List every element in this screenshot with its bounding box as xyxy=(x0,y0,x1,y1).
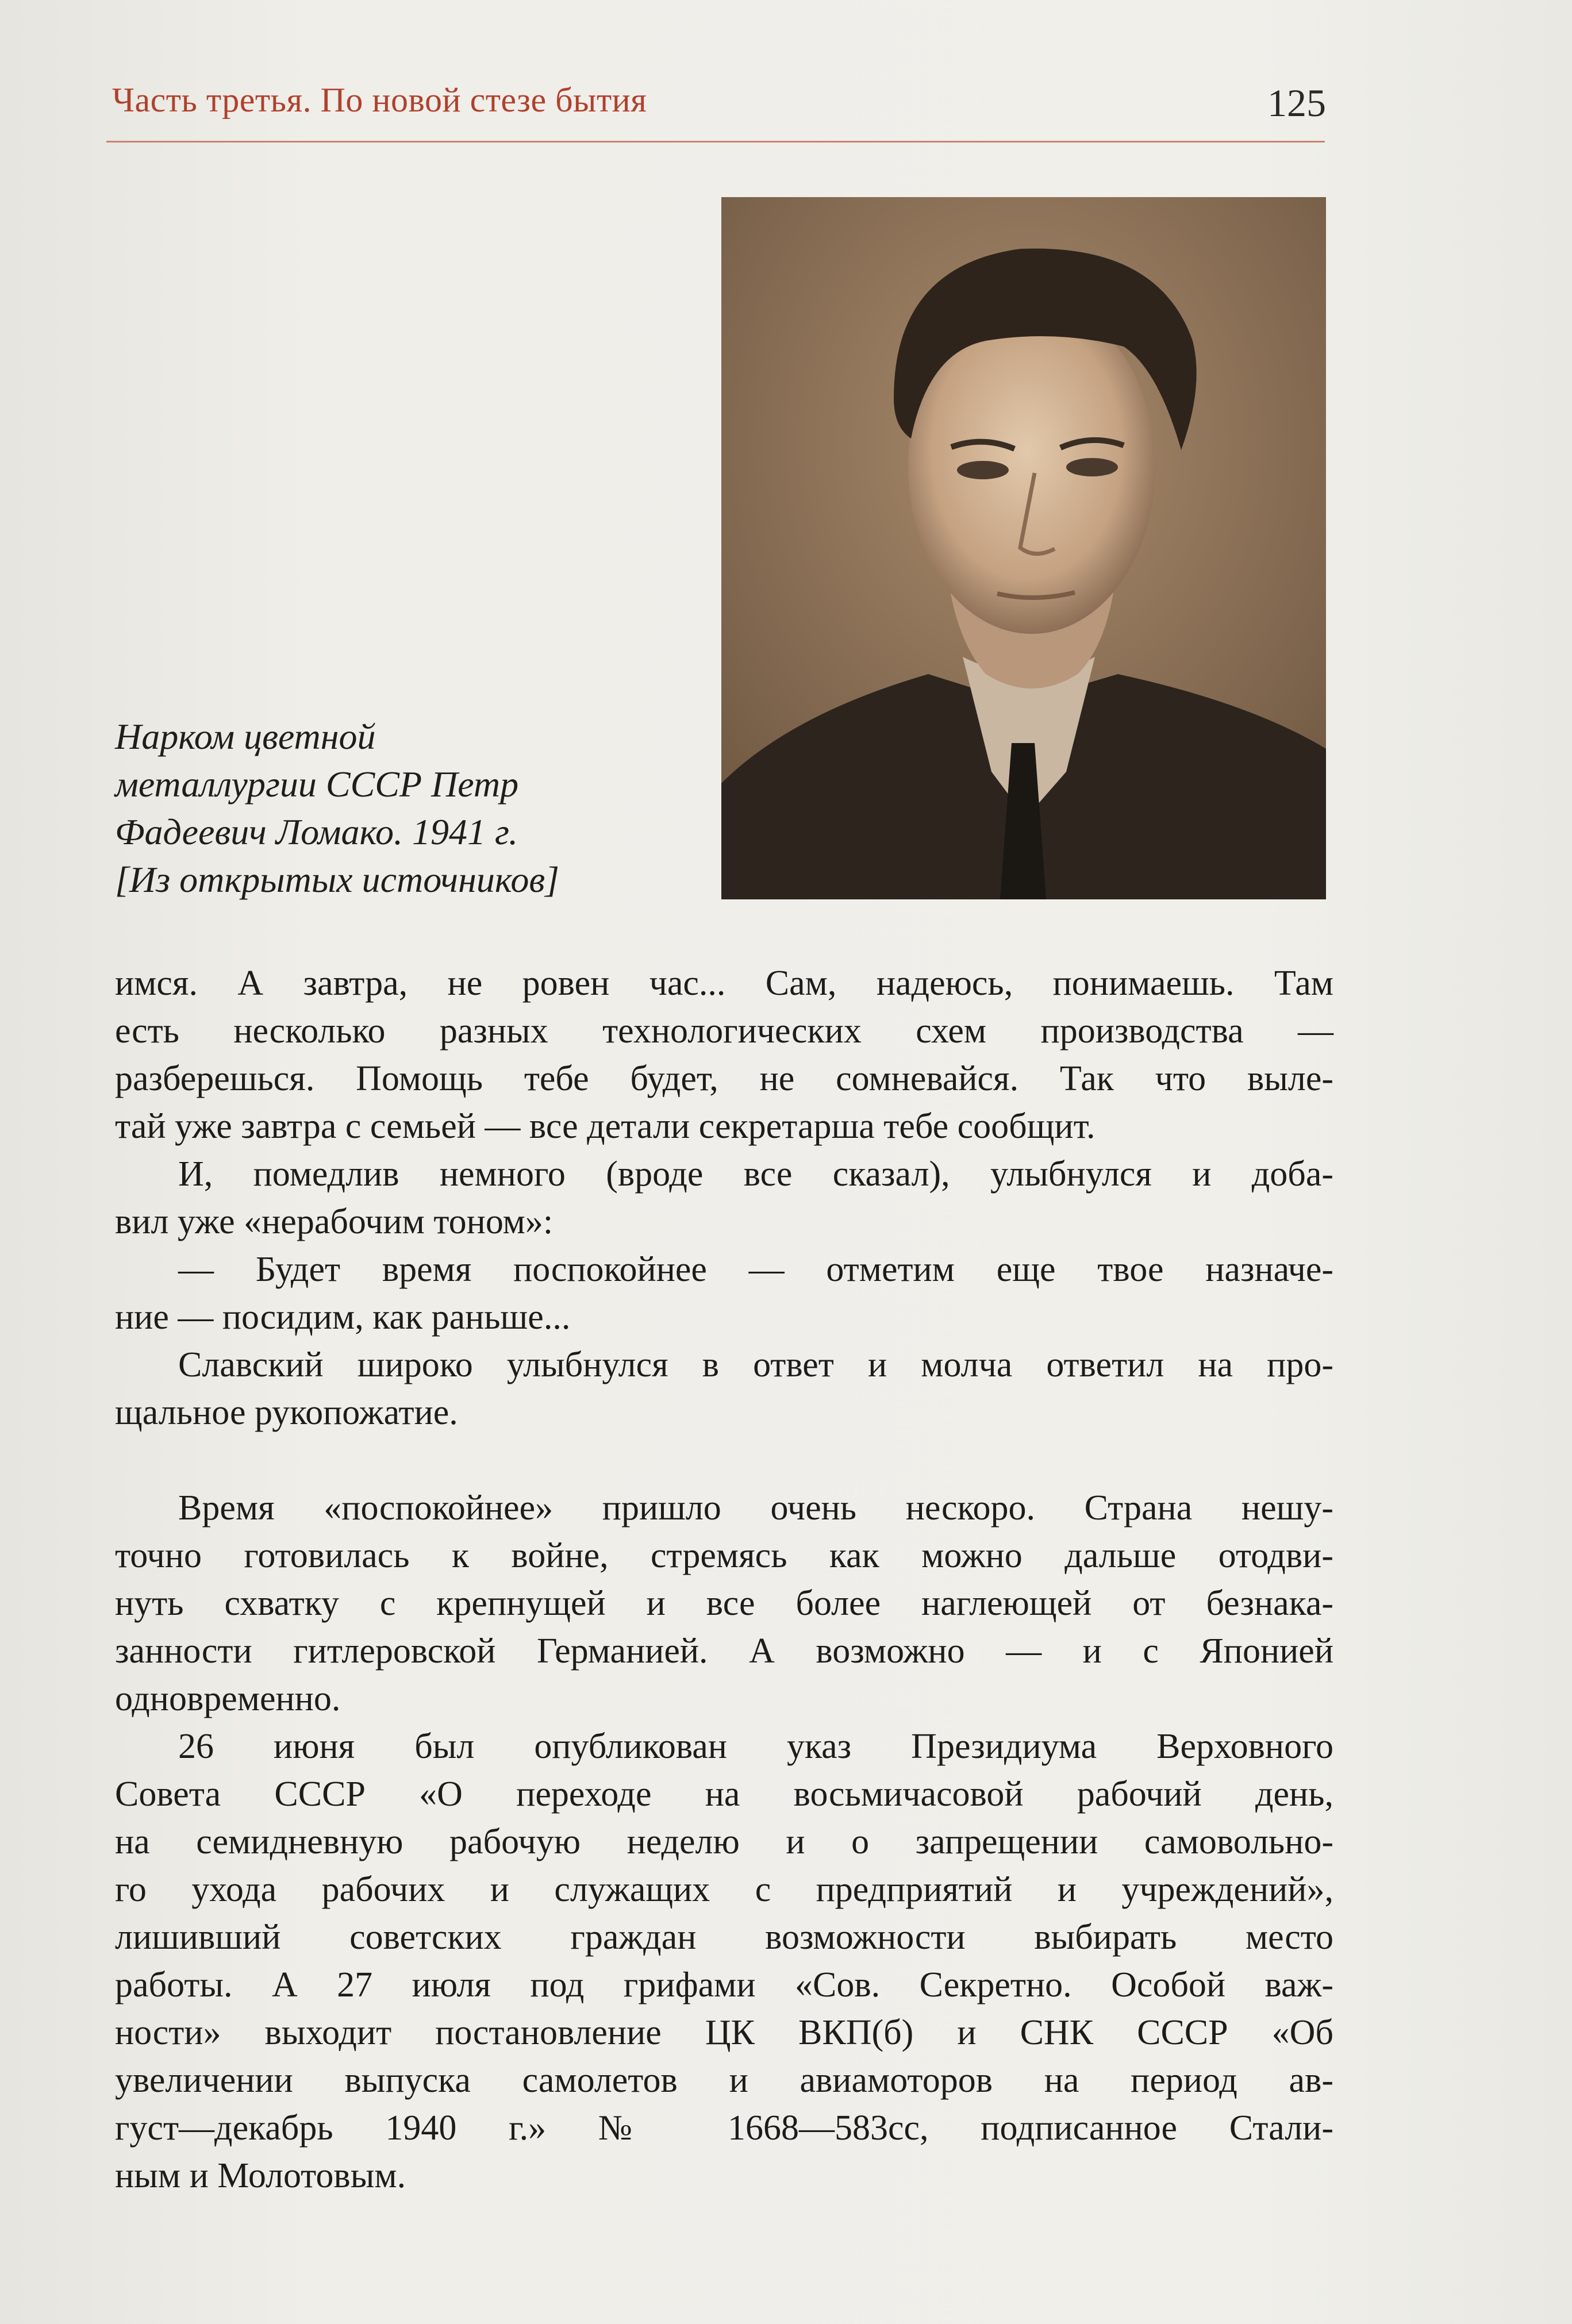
text-line: тай уже завтра с семьей — все детали секретарша тебе сообщит. xyxy=(115,1107,1096,1146)
text-line: на семидневную рабочую неделю и о запрещении самовольно- xyxy=(115,1822,1333,1861)
text-line: точно готовилась к войне, стремясь как можно дальше отодви- xyxy=(115,1536,1333,1575)
text-line: Время «поспокойнее» пришло очень нескоро. Страна нешу- xyxy=(178,1488,1333,1527)
text-line: 26 июня был опубликован указ Президиума Верховного xyxy=(178,1727,1333,1766)
caption-line: Фадеевич Ломако. 1941 г. xyxy=(115,811,518,852)
text-line: густ—декабрь 1940 г.» № 1668—583сс, подписанное Стали- xyxy=(115,2108,1333,2148)
text-line: — Будет время поспокойнее — отметим еще твое назначе- xyxy=(178,1250,1333,1289)
text-line: ности» выходит постановление ЦК ВКП(б) и СНК СССР «Об xyxy=(115,2013,1333,2052)
text-line: занности гитлеровской Германией. А возможно — и с Японией xyxy=(115,1632,1333,1671)
text-line: имся. А завтра, не ровен час... Сам, надеюсь, понимаешь. Там xyxy=(115,964,1333,1003)
text-line: нуть схватку с крепнущей и все более наглеющей от безнака- xyxy=(115,1584,1333,1623)
text-line: одновременно. xyxy=(115,1679,341,1718)
text-line: ным и Молотовым. xyxy=(115,2156,406,2195)
page-number: 125 xyxy=(1267,81,1326,125)
running-head-title: Часть третья. По новой стезе бытия xyxy=(112,81,647,119)
portrait-photo-icon xyxy=(721,197,1326,899)
figure-caption xyxy=(115,713,701,903)
portrait-photo xyxy=(721,197,1326,899)
paragraph xyxy=(115,1151,1333,1246)
text-line: вил уже «нерабочим тоном»: xyxy=(115,1202,554,1241)
body-text xyxy=(115,960,1333,2200)
paragraph xyxy=(115,1723,1333,2200)
text-line: работы. А 27 июля под грифами «Сов. Секретно. Особой важ- xyxy=(115,1965,1333,2004)
text-line: увеличении выпуска самолетов и авиамоторов на период ав- xyxy=(115,2061,1333,2100)
header-rule xyxy=(106,141,1325,143)
paragraph xyxy=(115,1484,1333,1723)
text-line: лишивший советских граждан возможности выбирать место xyxy=(115,1918,1333,1957)
text-line: ние — посидим, как раньше... xyxy=(115,1298,571,1337)
paragraph xyxy=(115,1341,1333,1437)
text-line: есть несколько разных технологических схем производства — xyxy=(115,1011,1333,1051)
text-line: разберешься. Помощь тебе будет, не сомневайся. Так что выле- xyxy=(115,1059,1333,1098)
text-line: Совета СССР «О переходе на восьмичасовой рабочий день, xyxy=(115,1775,1333,1814)
text-line: Славский широко улыбнулся в ответ и молча ответил на про- xyxy=(178,1345,1333,1384)
paragraph xyxy=(115,1246,1333,1341)
caption-line: Нарком цветной xyxy=(115,716,376,757)
text-line: го ухода рабочих и служащих с предприятий и учреждений», xyxy=(115,1870,1333,1909)
caption-line: металлургии СССР Петр xyxy=(115,764,519,805)
caption-line: [Из открытых источников] xyxy=(115,859,559,900)
paragraph xyxy=(115,960,1333,1151)
text-line: щальное рукопожатие. xyxy=(115,1393,458,1432)
text-line: И, помедлив немного (вроде все сказал), улыбнулся и доба- xyxy=(178,1155,1333,1194)
